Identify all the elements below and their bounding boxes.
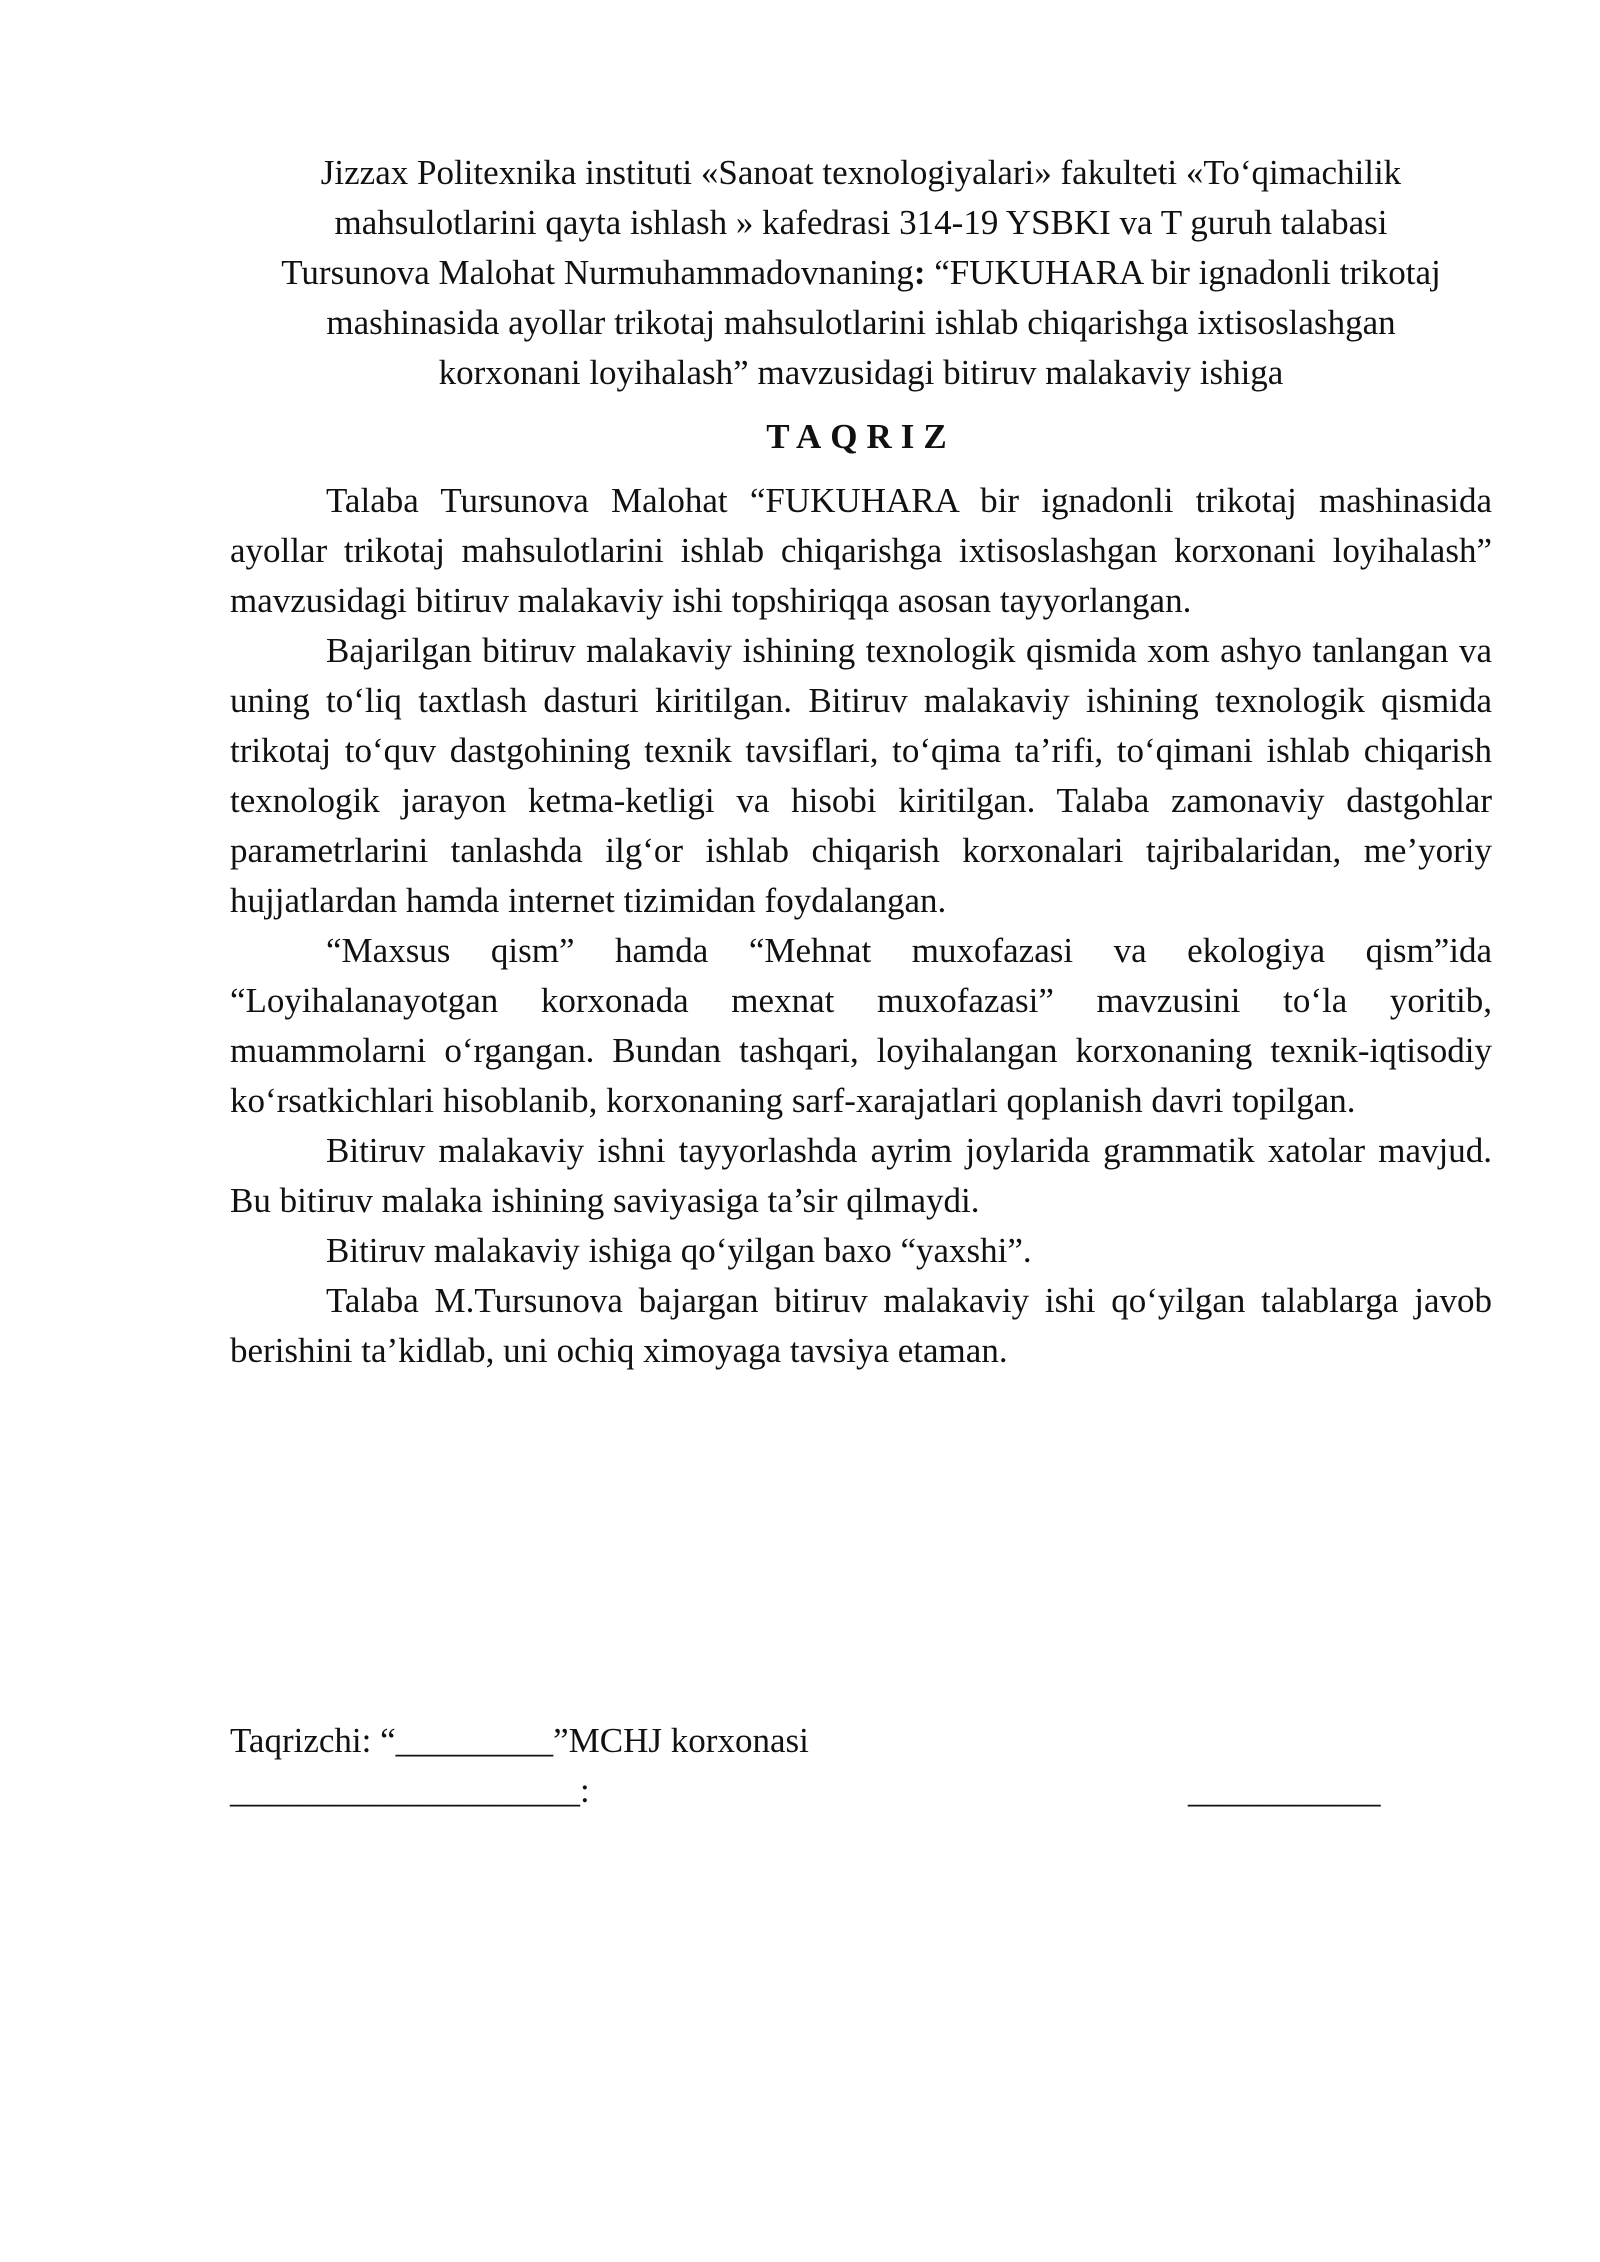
paragraph-4: Bitiruv malakaviy ishni tayyorlashda ayrim joylarida grammatik xatolar mavjud. Bu bitiruv malaka ishining saviyasiga ta’sir qilmaydi. — [230, 1131, 1492, 1220]
paragraph-5: Bitiruv malakaviy ishiga qo‘yilgan baxo “yaxshi”. — [326, 1231, 1032, 1270]
document-page — [230, 148, 1492, 1376]
heading-line-4: mashinasida ayollar trikotaj mahsulotlarini ishlab chiqarishga ixtisoslashgan — [326, 303, 1396, 342]
reviewer-line: Taqrizchi: “_________”MCHJ korxonasi — [230, 1721, 809, 1760]
signature-name-blank: ____________________: — [230, 1771, 590, 1810]
paragraph-6: Talaba M.Tursunova bajargan bitiruv malakaviy ishi qo‘yilgan talablarga javob berishini ta’kidlab, uni ochiq ximoyaga tavsiya etaman. — [230, 1281, 1492, 1370]
paragraph-3: “Maxsus qism” hamda “Mehnat muxofazasi va ekologiya qism”ida “Loyihalanayotgan korxonada mexnat muxofazasi” mavzusini to‘la yoritib, muammolarni o‘rgangan. Bundan tashqari, loyihalangan korxonaning texnik-iqtisodiy ko‘rsatkichlari hisoblanib, korxonaning sarf-xarajatlari qoplanish davri topilgan. — [230, 931, 1492, 1120]
signature-blank: ___________ — [1188, 1771, 1381, 1810]
heading-colon: : — [913, 253, 926, 292]
signature-block — [230, 1716, 1492, 1816]
heading-line-2: mahsulotlarini qayta ishlash » kafedrasi 314-19 YSBKI va T guruh talabasi — [334, 203, 1388, 242]
document-title: TAQRIZ — [766, 417, 956, 456]
document-heading — [230, 148, 1492, 398]
signature-row — [230, 1766, 1492, 1816]
heading-line-1: Jizzax Politexnika instituti «Sanoat texnologiyalari» fakulteti «To‘qimachilik — [320, 153, 1402, 192]
student-name: Tursunova Malohat Nurmuhammadovnaning — [281, 253, 914, 292]
heading-line-3-rest: “FUKUHARA bir ignadonli trikotaj — [925, 253, 1441, 292]
heading-line-5: korxonani loyihalash” mavzusidagi bitiruv malakaviy ishiga — [438, 353, 1284, 392]
paragraph-2: Bajarilgan bitiruv malakaviy ishining texnologik qismida xom ashyo tanlangan va uning to‘liq taxtlash dasturi kiritilgan. Bitiruv malakaviy ishining texnologik qismida trikotaj to‘quv dastgohining texnik tavsiflari, to‘qima ta’rifi, to‘qimani ishlab chiqarish texnologik jarayon ketma-ketligi va hisobi kiritilgan. Talaba zamonaviy dastgohlar parametrlarini tanlashda ilg‘or ishlab chiqarish korxonalari tajribalaridan, me’yoriy hujjatlardan hamda internet tizimidan foydalangan. — [230, 631, 1492, 920]
review-body — [230, 476, 1492, 1376]
paragraph-1: Talaba Tursunova Malohat “FUKUHARA bir ignadonli trikotaj mashinasida ayollar trikotaj mahsulotlarini ishlab chiqarishga ixtisoslashgan korxonani loyihalash” mavzusidagi bitiruv malakaviy ishi topshiriqqa asosan tayyorlangan. — [230, 481, 1492, 620]
heading-line-3 — [230, 248, 1492, 298]
